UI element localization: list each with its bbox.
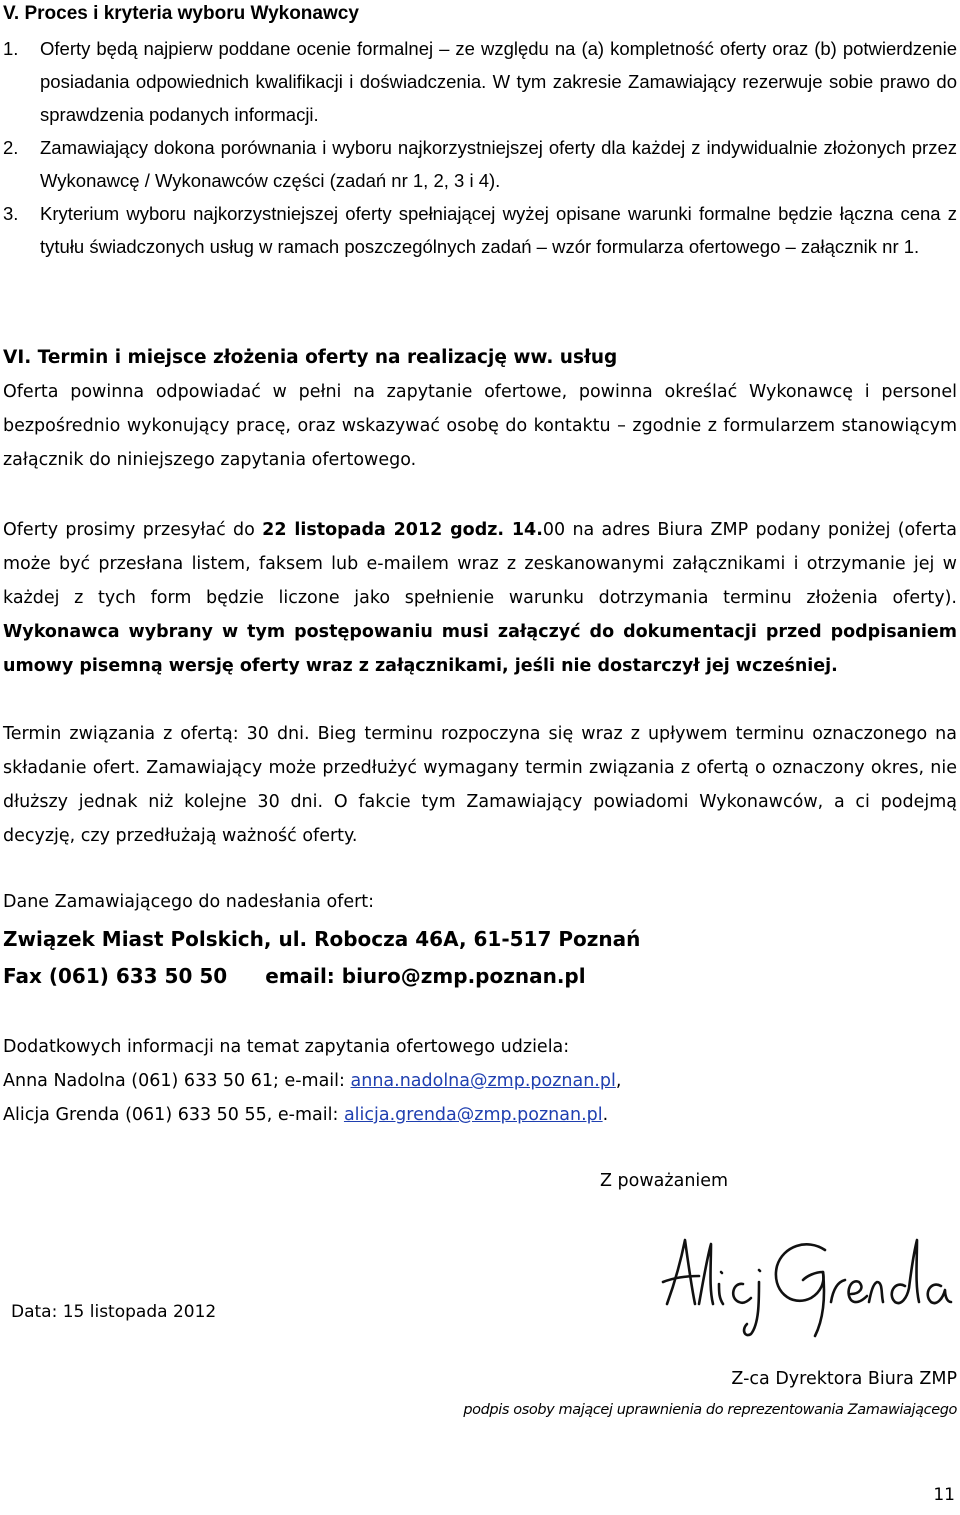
contact-fax: Fax (061) 633 50 50 (3, 964, 228, 988)
signature-note: podpis osoby mającej uprawnienia do reprezentowania Zamawiającego (463, 1402, 957, 1418)
contact-email: email: biuro@zmp.poznan.pl (265, 964, 586, 988)
signature-image (655, 1232, 955, 1342)
section-5-title: V. Proces i kryteria wyboru Wykonawcy (3, 3, 359, 24)
contact-person-2: Alicja Grenda (061) 633 50 55, e-mail: alicja.grenda@zmp.poznan.pl. (3, 1105, 609, 1125)
deadline-date: 22 listopada 2012 godz. 14. (262, 520, 543, 540)
contractor-requirement: Wykonawca wybrany w tym postępowaniu musi załączyć do dokumentacji przed podpisaniem umowy pisemną wersję oferty wraz z załącznikami, jeśli nie dostarczył jej wcześniej. (3, 622, 957, 676)
criteria-item-2: 2. Zamawiający dokona porównania i wyboru najkorzystniejszej oferty dla każdej z indywidualnie złożonych przez Wykonawcę / Wykonawców części (zadań nr 1, 2, 3 i 4). (3, 137, 957, 191)
section-6 (3, 341, 957, 477)
section-6-title: VI. Termin i miejsce złożenia oferty na realizację ww. usług (3, 347, 618, 368)
page-number: 11 (933, 1485, 955, 1505)
signatory-position: Z-ca Dyrektora Biura ZMP (731, 1369, 957, 1389)
contact-person-1: Anna Nadolna (061) 633 50 61; e-mail: anna.nadolna@zmp.poznan.pl, (3, 1071, 622, 1091)
binding-period-paragraph: Termin związania z ofertą: 30 dni. Bieg terminu rozpoczyna się wraz z upływem terminu oznaczonego na składanie ofert. Zamawiający może przedłużyć wymagany termin związania z ofertą o oznaczony okres, nie dłuższy jednak niż kolejne 30 dni. O fakcie tym Zamawiający powiadomi Wykonawców, a ci podejmą decyzję, czy przedłużają ważność oferty. (3, 724, 957, 846)
contact-intro: Dane Zamawiającego do nadesłania ofert: (3, 892, 375, 912)
section-5 (3, 0, 957, 263)
offer-requirements-paragraph: Oferta powinna odpowiadać w pełni na zapytanie ofertowe, powinna określać Wykonawcę i personel bezpośrednio wykonujący pracę, oraz wskazywać osobę do kontaktu – zgodnie z formularzem stanowiącym załącznik do niniejszego zapytania ofertowego. (3, 382, 957, 470)
regards: Z poważaniem (600, 1171, 729, 1191)
email-link-nadolna[interactable]: anna.nadolna@zmp.poznan.pl (350, 1071, 616, 1091)
info-intro: Dodatkowych informacji na temat zapytania ofertowego udziela: (3, 1037, 570, 1057)
criteria-list (3, 32, 957, 263)
document-date: Data: 15 listopada 2012 (11, 1302, 217, 1322)
deadline-paragraph: Oferty prosimy przesyłać do 22 listopada 2012 godz. 14.00 na adres Biura ZMP podany poniżej (oferta może być przesłana listem, faksem lub e-mailem wraz z zeskanowanymi załącznikami i otrzymanie jej w każdej z tych form będzie liczone jako spełnienie warunku dotrzymania terminu złożenia oferty). Wykonawca wybrany w tym postępowaniu musi załączyć do dokumentacji przed podpisaniem umowy pisemną wersję oferty wraz z załącznikami, jeśli nie dostarczył jej wcześniej. (3, 520, 957, 676)
contact-fax-email (3, 958, 957, 994)
email-link-grenda[interactable]: alicja.grenda@zmp.poznan.pl (343, 1105, 603, 1125)
contact-org: Związek Miast Polskich, ul. Robocza 46A, 61-517 Poznań (3, 927, 641, 951)
criteria-item-1: 1. Oferty będą najpierw poddane ocenie formalnej – ze względu na (a) kompletność oferty oraz (b) potwierdzenie posiadania odpowiednich kwalifikacji i doświadczenia. W tym zakresie Zamawiający rezerwuje sobie prawo do sprawdzenia podanych informacji. (3, 38, 957, 125)
criteria-item-3: 3. Kryterium wyboru najkorzystniejszej oferty spełniającej wyżej opisane warunki formalne będzie łączna cena z tytułu świadczonych usług w ramach poszczególnych zadań – wzór formularza ofertowego – załącznik nr 1. (3, 203, 957, 257)
